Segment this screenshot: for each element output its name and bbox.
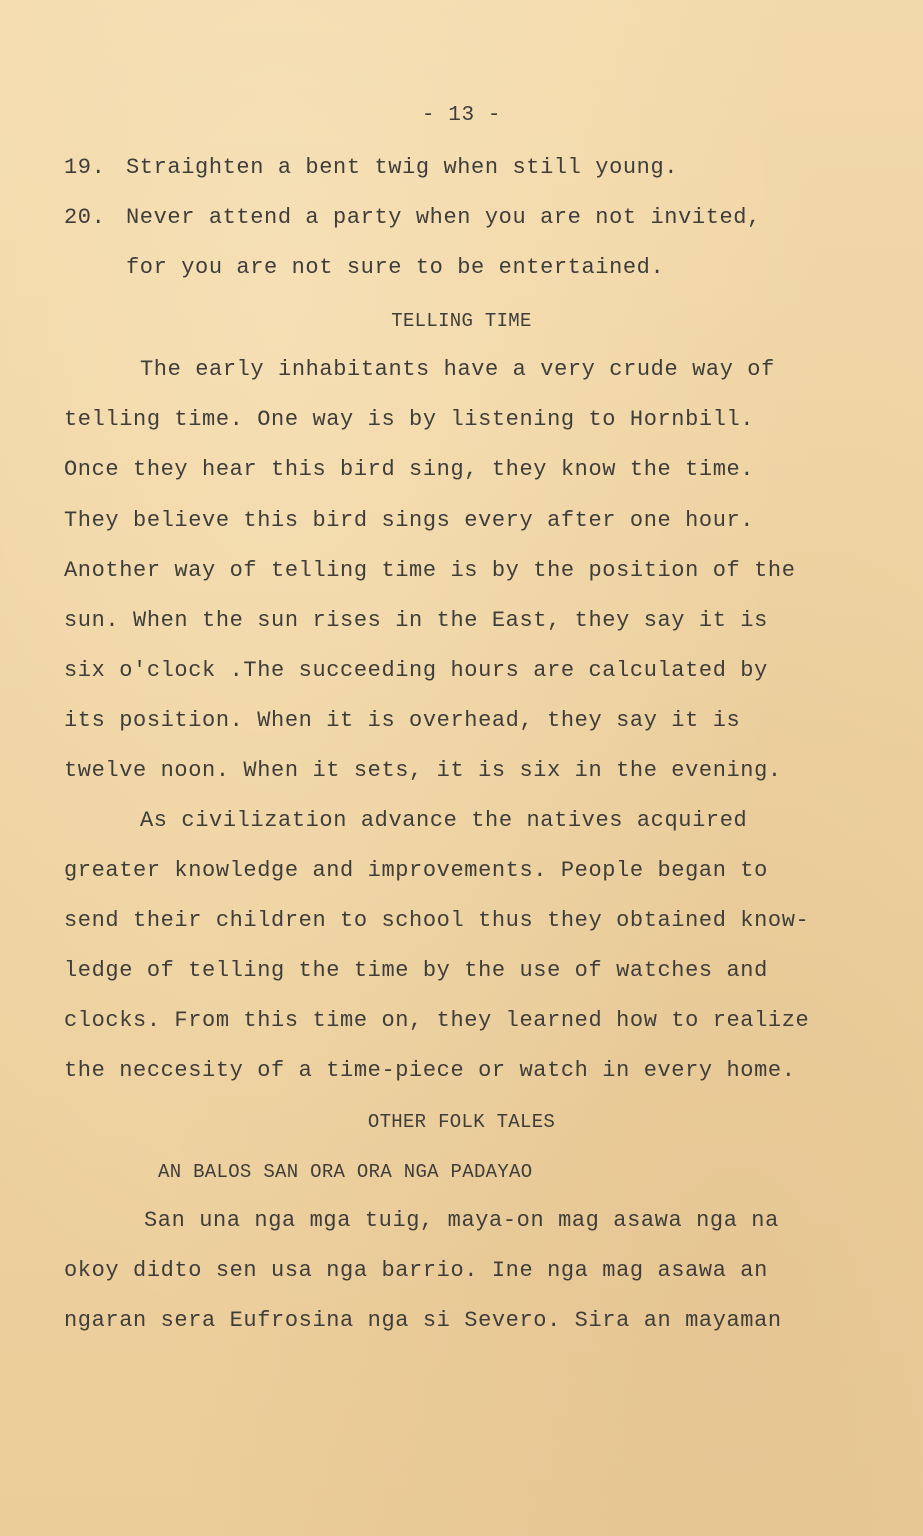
paragraph-line: send their children to school thus they obtained know- xyxy=(64,908,810,933)
paragraph-line: telling time. One way is by listening to Hornbill. xyxy=(64,407,755,432)
paragraph-line: its position. When it is overhead, they say it is xyxy=(64,708,741,733)
list-item-text: Never attend a party when you are not invited, xyxy=(126,205,761,230)
paragraph-line: The early inhabitants have a very crude way of xyxy=(140,357,775,382)
paragraph-line: six o'clock .The succeeding hours are calculated by xyxy=(64,658,768,683)
paragraph-line: clocks. From this time on, they learned how to realize xyxy=(64,1008,810,1033)
paragraph-line: greater knowledge and improvements. People began to xyxy=(64,858,768,883)
list-item-number: 20. xyxy=(64,205,106,230)
paragraph-line: Another way of telling time is by the position of the xyxy=(64,558,796,583)
paragraph-line: the neccesity of a time-piece or watch in every home. xyxy=(64,1058,796,1083)
paragraph-line: San una nga mga tuig, maya-on mag asawa nga na xyxy=(144,1208,779,1233)
section-heading-other-folk-tales: OTHER FOLK TALES xyxy=(367,1111,556,1133)
paragraph-line: As civilization advance the natives acquired xyxy=(140,808,748,833)
page-number: - 13 - xyxy=(421,104,502,127)
paragraph-line: ledge of telling the time by the use of watches and xyxy=(64,958,768,983)
paragraph-line: twelve noon. When it sets, it is six in the evening. xyxy=(64,758,782,783)
list-item-number: 19. xyxy=(64,155,106,180)
paragraph-line: ngaran sera Eufrosina nga si Severo. Sira an mayaman xyxy=(64,1308,782,1333)
section-heading-telling-time: TELLING TIME xyxy=(391,310,532,332)
paragraph-line: sun. When the sun rises in the East, they say it is xyxy=(64,608,768,633)
paragraph-line: okoy didto sen usa nga barrio. Ine nga mag asawa an xyxy=(64,1258,768,1283)
paragraph-line: They believe this bird sings every after one hour. xyxy=(64,508,755,533)
paragraph-line: Once they hear this bird sing, they know the time. xyxy=(64,457,755,482)
story-title: AN BALOS SAN ORA ORA NGA PADAYAO xyxy=(158,1161,533,1183)
list-item-continuation: for you are not sure to be entertained. xyxy=(126,255,665,280)
list-item-text: Straighten a bent twig when still young. xyxy=(126,155,679,180)
